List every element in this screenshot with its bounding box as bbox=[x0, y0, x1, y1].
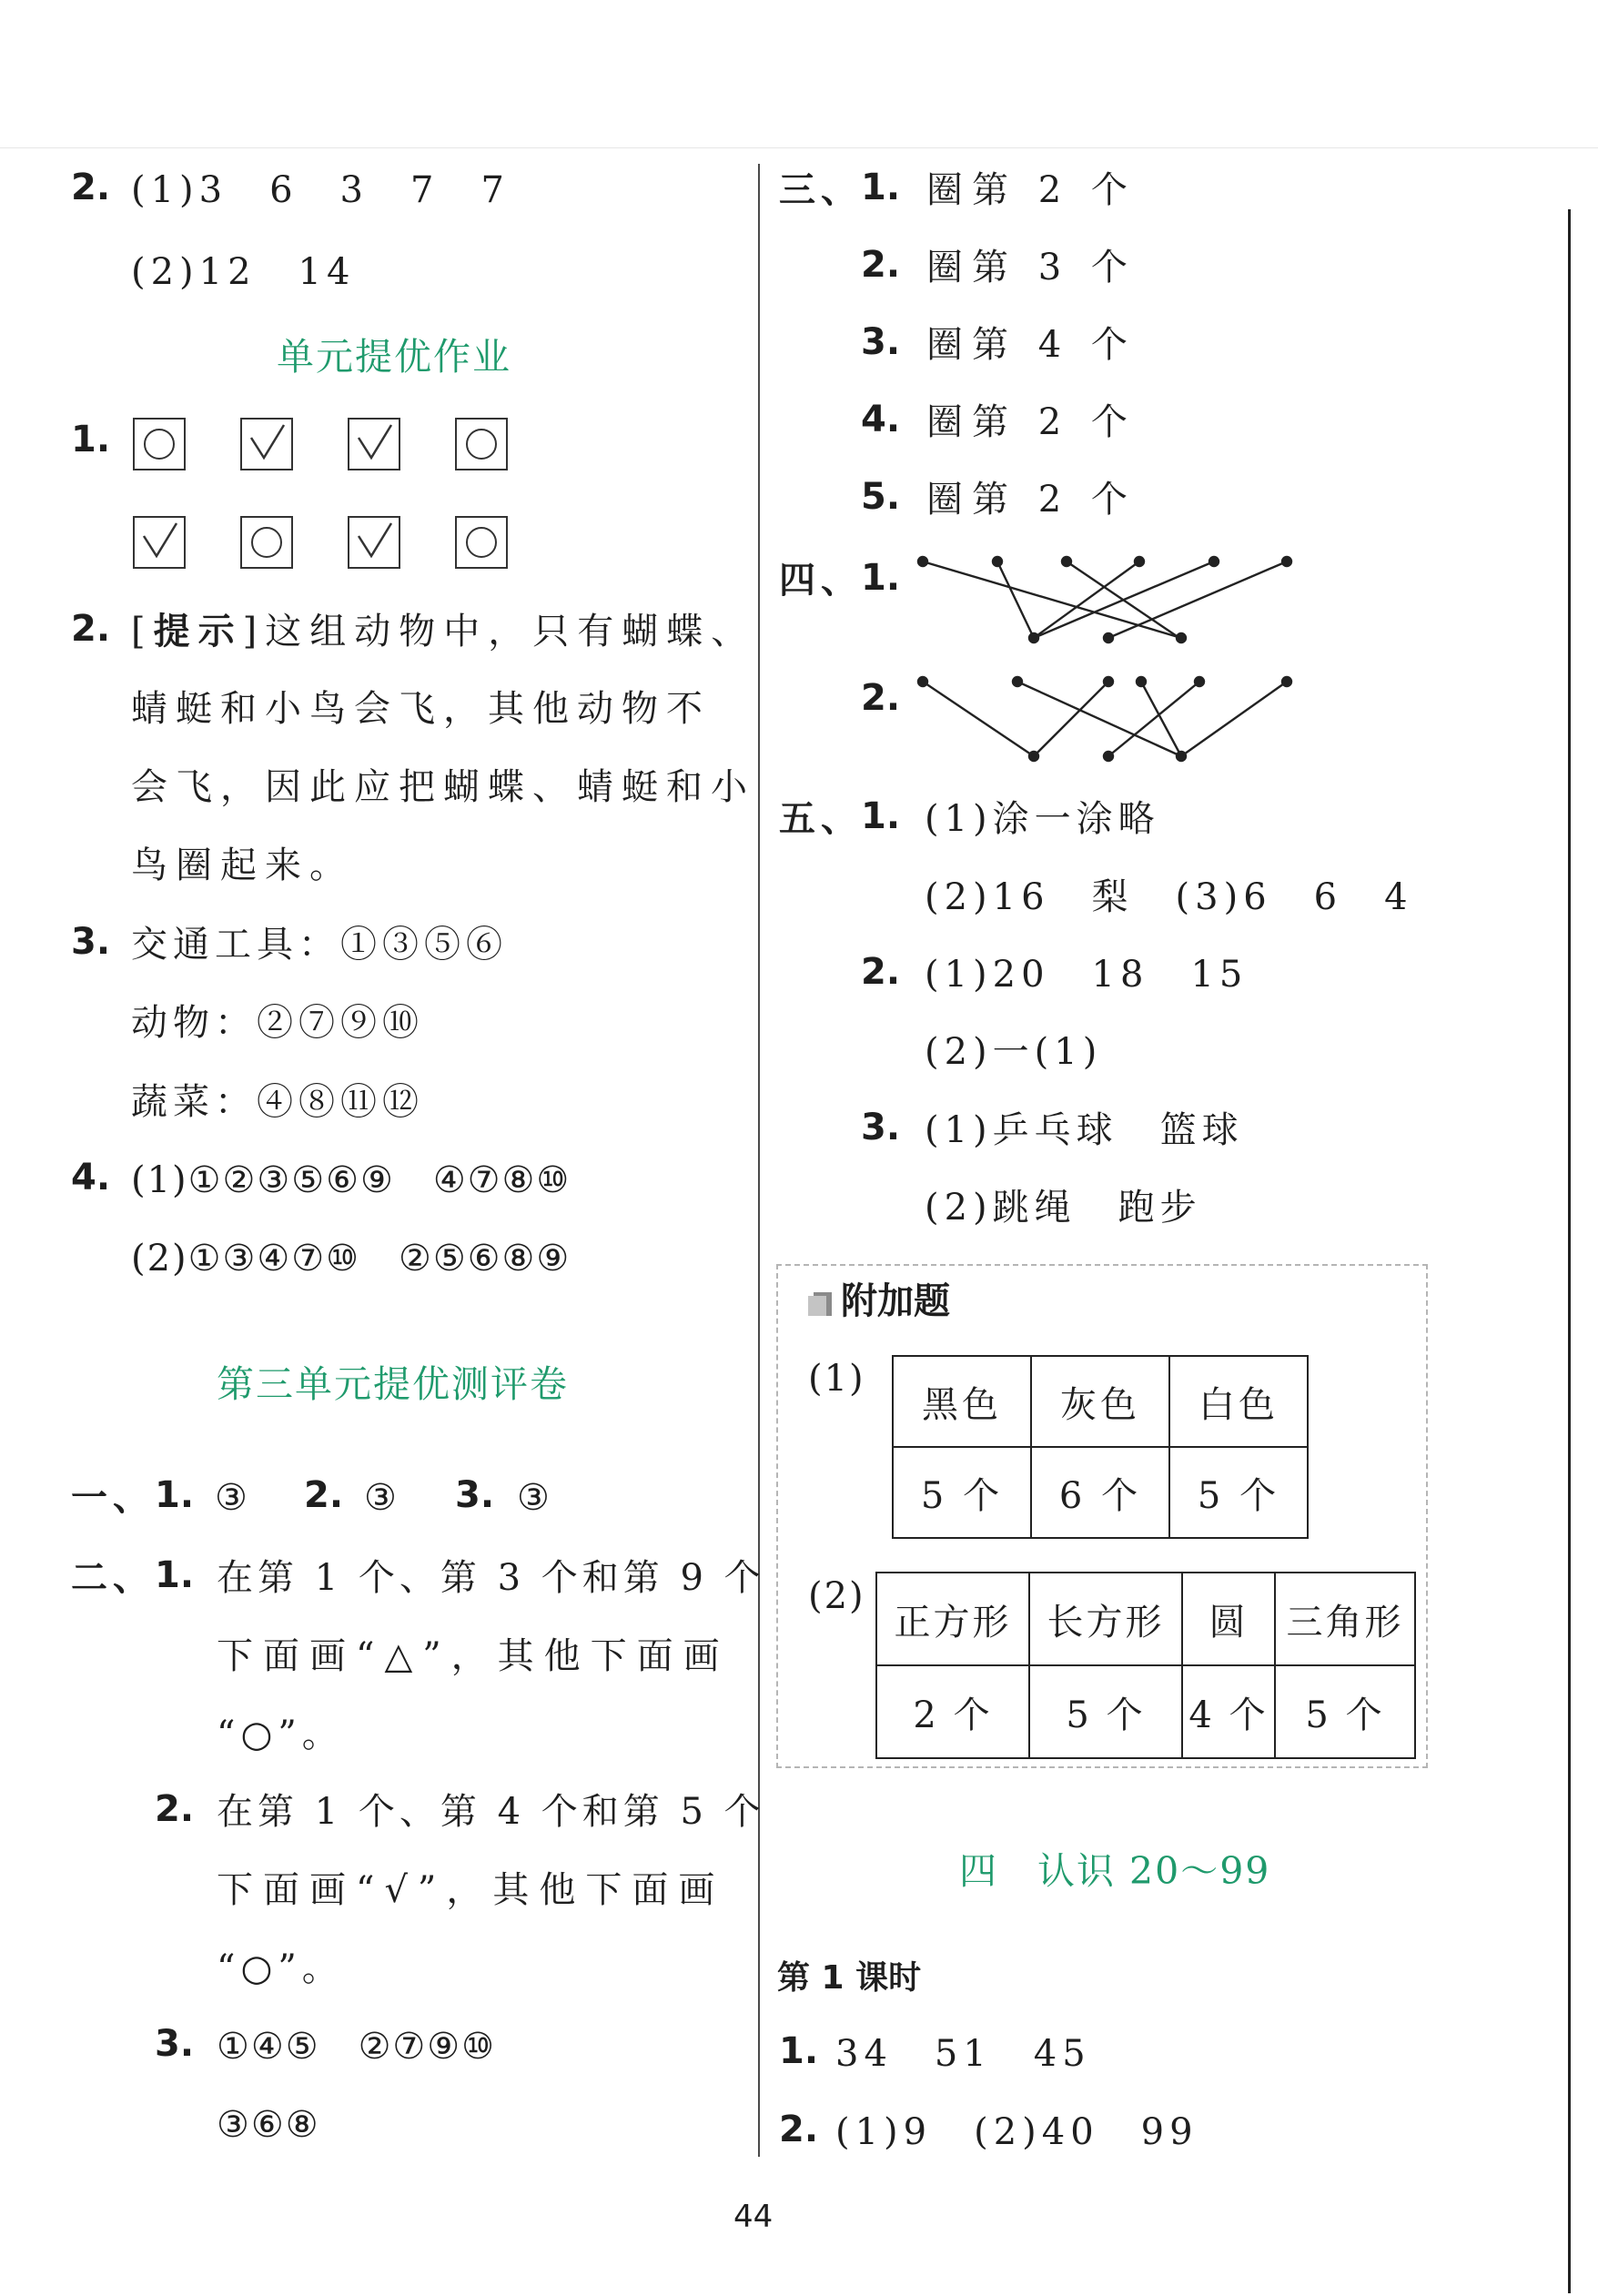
table-header: 正方形 bbox=[876, 1573, 1029, 1665]
answer-box-check bbox=[348, 418, 400, 470]
lesson-title-prefix: 第 bbox=[777, 1959, 822, 1997]
matching-lines-diagram-1 bbox=[910, 551, 1310, 651]
answer-line: (1)涂一涂略 bbox=[925, 798, 1160, 840]
table-cell: 5 个 bbox=[1275, 1665, 1415, 1758]
hint-paragraph-line: 鸟圈起来。 bbox=[131, 845, 354, 886]
table-header: 圆 bbox=[1182, 1573, 1275, 1665]
table-cell: 4 个 bbox=[1182, 1665, 1275, 1758]
column-divider bbox=[758, 164, 760, 2157]
question-number: 2. bbox=[155, 1788, 195, 1830]
answer-line: (2)一(1) bbox=[925, 1031, 1103, 1073]
answer-line: 动物：②⑦⑨⑩ bbox=[131, 1002, 424, 1044]
bonus-bookmark-icon bbox=[806, 1290, 834, 1318]
table-header: 白色 bbox=[1169, 1356, 1308, 1447]
answer-line: 在第 1 个、第 4 个和第 5 个 bbox=[217, 1791, 765, 1833]
matching-lines-diagram-2 bbox=[910, 669, 1310, 769]
table-header: 灰色 bbox=[1031, 1356, 1169, 1447]
answer-line: “○”。 bbox=[217, 1714, 344, 1755]
question-number: 2. bbox=[71, 167, 111, 208]
answer-box-circle bbox=[240, 516, 293, 569]
section-label: 二、 bbox=[71, 1556, 155, 1599]
question-number: 2. bbox=[861, 677, 901, 719]
question-number: 5. bbox=[861, 476, 901, 518]
answer-line: ③⑥⑧ bbox=[217, 2104, 320, 2146]
header-rule bbox=[0, 147, 1598, 148]
hint-label: 提示 bbox=[153, 611, 243, 652]
answer-line: (2)跳绳 跑步 bbox=[925, 1187, 1202, 1229]
answer-line: ①④⑤ ②⑦⑨⑩ bbox=[217, 2026, 497, 2068]
answer-text: 圈第 2 个 bbox=[926, 479, 1137, 521]
answer-line: 下面画“√”，其他下面画 bbox=[217, 1869, 725, 1911]
question-number: 2. bbox=[861, 951, 901, 993]
lesson-title-suffix: 课时 bbox=[844, 1959, 922, 1997]
table-cell: 5 个 bbox=[1029, 1665, 1182, 1758]
answer-line: (1)①②③⑤⑥⑨ ④⑦⑧⑩ bbox=[131, 1159, 571, 1201]
table-cell: 2 个 bbox=[876, 1665, 1029, 1758]
answer-box-check bbox=[133, 516, 186, 569]
question-number: 1. bbox=[861, 167, 901, 208]
hint-bracket: ] bbox=[242, 611, 266, 652]
section-title-unit-4 bbox=[959, 1847, 1270, 1895]
section-label: 一、 bbox=[71, 1476, 155, 1519]
answer-line: (1)9 (2)40 99 bbox=[835, 2111, 1198, 2153]
table-cell: 5 个 bbox=[893, 1447, 1031, 1538]
bonus-title: 附加题 bbox=[841, 1280, 950, 1322]
question-number: 4. bbox=[861, 399, 901, 440]
question-number: 2. bbox=[304, 1474, 344, 1516]
lesson-title bbox=[777, 1957, 921, 2000]
answer-text: ③ bbox=[364, 1477, 402, 1519]
answer-line: 34 51 45 bbox=[835, 2033, 1091, 2075]
page-edge bbox=[1568, 209, 1571, 2293]
answer-line: (2)12 14 bbox=[131, 251, 356, 293]
table-header: 黑色 bbox=[893, 1356, 1031, 1447]
hint-bracket: [ bbox=[131, 611, 154, 652]
answer-line: 下面画“△”，其他下面画 bbox=[217, 1635, 730, 1677]
unit-4-title-text: 四 认识 bbox=[959, 1849, 1130, 1893]
answer-box-check bbox=[240, 418, 293, 470]
answer-line: (2)16 梨 (3)6 6 4 bbox=[925, 876, 1413, 918]
answer-line: (2)①③④⑦⑩ ②⑤⑥⑧⑨ bbox=[131, 1238, 571, 1279]
section-label: 五、 bbox=[779, 797, 863, 840]
answer-box-check bbox=[348, 516, 400, 569]
question-number: 3. bbox=[155, 2023, 195, 2065]
answer-box-circle bbox=[455, 516, 508, 569]
answer-text: ③ bbox=[517, 1477, 555, 1519]
question-number: 3. bbox=[861, 321, 901, 363]
table-header: 三角形 bbox=[1275, 1573, 1415, 1665]
question-number: 1. bbox=[71, 419, 111, 460]
section-title-unit-test: 第三单元提优测评卷 bbox=[217, 1362, 569, 1406]
question-number: 1. bbox=[779, 2030, 819, 2072]
answer-line: (1)乒乓球 篮球 bbox=[925, 1109, 1244, 1151]
question-number: 1. bbox=[155, 1474, 195, 1516]
question-number: 2. bbox=[71, 608, 111, 650]
answer-line: (1)3 6 3 7 7 bbox=[131, 169, 510, 211]
question-number: 2. bbox=[861, 244, 901, 286]
table-header: 长方形 bbox=[1029, 1573, 1182, 1665]
unit-4-title-range: 20～99 bbox=[1129, 1849, 1271, 1893]
table-cell: 6 个 bbox=[1031, 1447, 1169, 1538]
section-label: 四、 bbox=[779, 559, 863, 602]
answer-text: ③ bbox=[215, 1477, 253, 1519]
table-cell: 5 个 bbox=[1169, 1447, 1308, 1538]
answer-line: (1)20 18 15 bbox=[925, 954, 1249, 996]
answer-line: 蔬菜：④⑧⑪⑫ bbox=[131, 1081, 424, 1123]
question-number: 3. bbox=[71, 921, 111, 963]
table-label: (2) bbox=[808, 1575, 865, 1617]
answer-text: 圈第 2 个 bbox=[926, 169, 1137, 211]
answer-line: 在第 1 个、第 3 个和第 9 个 bbox=[217, 1557, 765, 1599]
answer-box-circle bbox=[133, 418, 186, 470]
answer-text: 圈第 4 个 bbox=[926, 324, 1137, 366]
answer-line: 交通工具：①③⑤⑥ bbox=[131, 924, 508, 966]
hint-paragraph-line bbox=[131, 608, 755, 655]
color-count-table bbox=[892, 1355, 1309, 1539]
answer-text: 圈第 2 个 bbox=[926, 401, 1137, 443]
answer-line: “○”。 bbox=[217, 1947, 344, 1989]
lesson-title-number: 1 bbox=[821, 1959, 845, 1997]
hint-paragraph-line: 蜻蜓和小鸟会飞，其他动物不 bbox=[131, 688, 711, 730]
question-number: 1. bbox=[861, 795, 901, 837]
hint-paragraph-line: 会飞，因此应把蝴蝶、蜻蜓和小 bbox=[131, 766, 755, 808]
question-number: 1. bbox=[861, 557, 901, 599]
section-title-unit-homework: 单元提优作业 bbox=[277, 335, 511, 379]
question-number: 3. bbox=[455, 1474, 495, 1516]
answer-text: 圈第 3 个 bbox=[926, 247, 1137, 288]
hint-text: 这组动物中，只有蝴蝶、 bbox=[265, 611, 756, 652]
question-number: 4. bbox=[71, 1157, 111, 1199]
shape-count-table bbox=[875, 1572, 1416, 1759]
page-number: 44 bbox=[733, 2199, 774, 2235]
question-number: 2. bbox=[779, 2109, 819, 2150]
question-number: 3. bbox=[861, 1107, 901, 1148]
section-label: 三、 bbox=[779, 168, 863, 211]
table-label: (1) bbox=[808, 1358, 865, 1400]
question-number: 1. bbox=[155, 1554, 195, 1596]
answer-box-circle bbox=[455, 418, 508, 470]
